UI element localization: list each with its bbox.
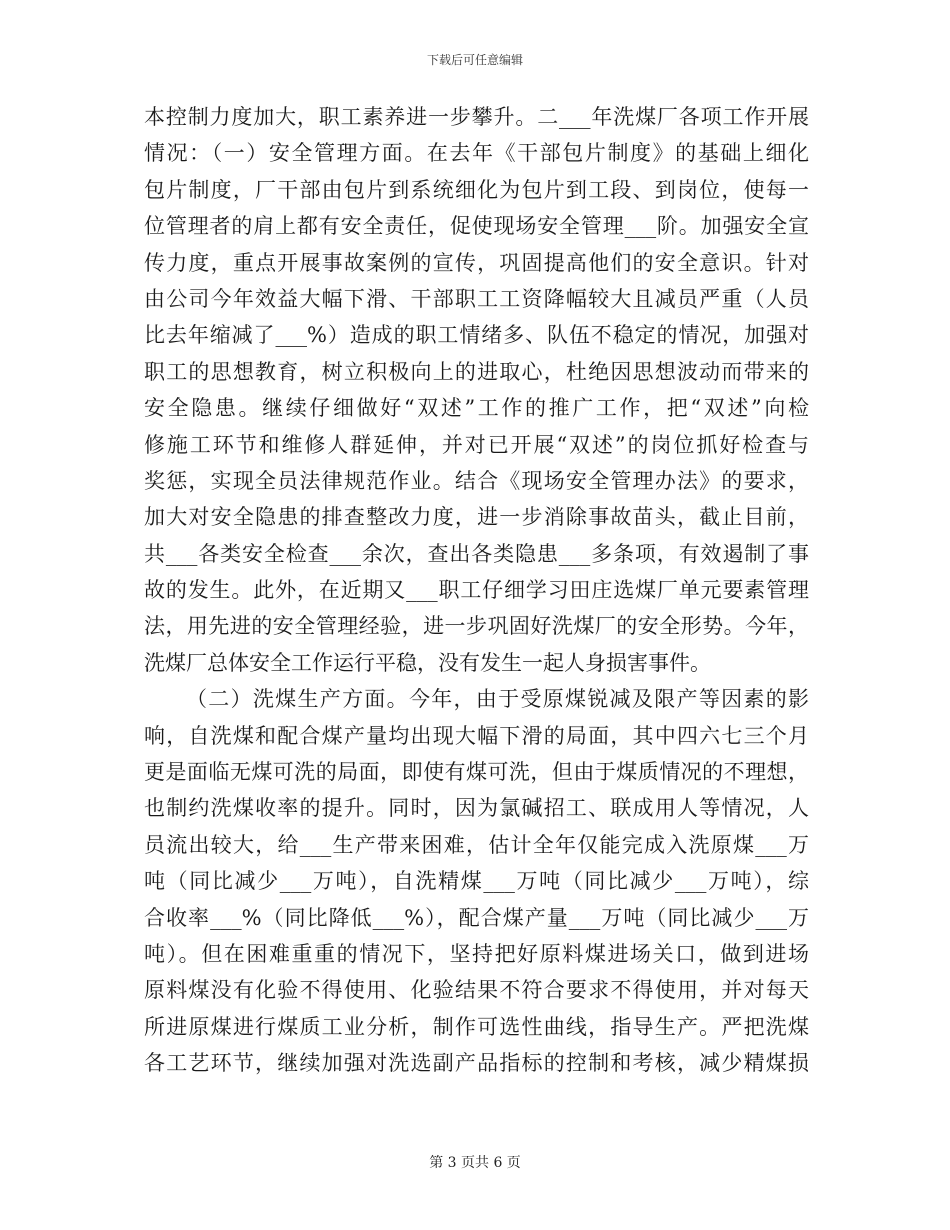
body-line: 法，用先进的安全管理经验，进一步巩固好洗煤厂的安全形势。今年， xyxy=(144,614,809,639)
page-number-footer: 第 3 页共 6 页 xyxy=(429,1155,521,1171)
body-line: 本控制力度加大，职工素养进一步攀升。二___年洗煤厂各项工作开展 xyxy=(144,105,809,129)
body-line: 吨（同比减少___万吨），自洗精煤___万吨（同比减少___万吨），综 xyxy=(144,869,809,894)
body-line: 响，自洗煤和配合煤产量均出现大幅下滑的局面，其中四六七三个月 xyxy=(144,723,809,748)
body-line: 合收率___%（同比降低___%），配合煤产量___万吨（同比减少___万 xyxy=(144,905,809,930)
body-line: 修施工环节和维修人群延伸，并对已开展“双述”的岗位抓好检查与 xyxy=(144,432,809,457)
page-header: 下载后可任意编辑 xyxy=(426,53,523,67)
body-line: 由公司今年效益大幅下滑、干部职工工资降幅较大且减员严重（人员 xyxy=(144,286,809,311)
document-body xyxy=(144,99,809,1082)
body-line: 职工的思想教育，树立积极向上的进取心，杜绝因思想波动而带来的 xyxy=(144,359,809,384)
body-line: 所进原煤进行煤质工业分析，制作可选性曲线，指导生产。严把洗煤 xyxy=(144,1014,809,1039)
body-line: 各工艺环节，继续加强对洗选副产品指标的控制和考核，减少精煤损 xyxy=(144,1051,809,1076)
body-line: （二）洗煤生产方面。今年，由于受原煤锐减及限产等因素的影 xyxy=(186,687,809,712)
body-line: 洗煤厂总体安全工作运行平稳，没有发生一起人身损害事件。 xyxy=(144,650,711,675)
body-line: 员流出较大，给___生产带来困难，估计全年仅能完成入洗原煤___万 xyxy=(144,832,809,857)
body-line: 更是面临无煤可洗的局面，即使有煤可洗，但由于煤质情况的不理想， xyxy=(144,760,809,785)
body-line: 加大对安全隐患的排查整改力度，进一步消除事故苗头，截止目前， xyxy=(144,505,809,530)
body-line: 也制约洗煤收率的提升。同时，因为氯碱招工、联成用人等情况，人 xyxy=(144,796,809,821)
body-line: 包片制度，厂干部由包片到系统细化为包片到工段、到岗位，使每一 xyxy=(144,177,809,202)
body-line: 安全隐患。继续仔细做好“双述”工作的推广工作，把“双述”向检 xyxy=(144,396,809,421)
body-line: 奖惩，实现全员法律规范作业。结合《现场安全管理办法》的要求， xyxy=(144,468,809,493)
body-line: 原料煤没有化验不得使用、化验结果不符合要求不得使用，并对每天 xyxy=(144,978,809,1003)
body-line: 位管理者的肩上都有安全责任，促使现场安全管理___阶。加强安全宣 xyxy=(144,214,809,239)
body-line: 传力度，重点开展事故案例的宣传，巩固提高他们的安全意识。针对 xyxy=(144,250,809,275)
body-line: 故的发生。此外，在近期又___职工仔细学习田庄选煤厂单元要素管理 xyxy=(144,578,809,603)
body-line: 情况：（一）安全管理方面。在去年《干部包片制度》的基础上细化 xyxy=(144,141,809,166)
body-line: 共___各类安全检查___余次，查出各类隐患___多条项，有效遏制了事 xyxy=(144,541,809,566)
body-line: 吨）。但在困难重重的情况下，坚持把好原料煤进场关口，做到进场 xyxy=(144,941,809,966)
body-line: 比去年缩减了___%）造成的职工情绪多、队伍不稳定的情况，加强对 xyxy=(144,323,809,348)
